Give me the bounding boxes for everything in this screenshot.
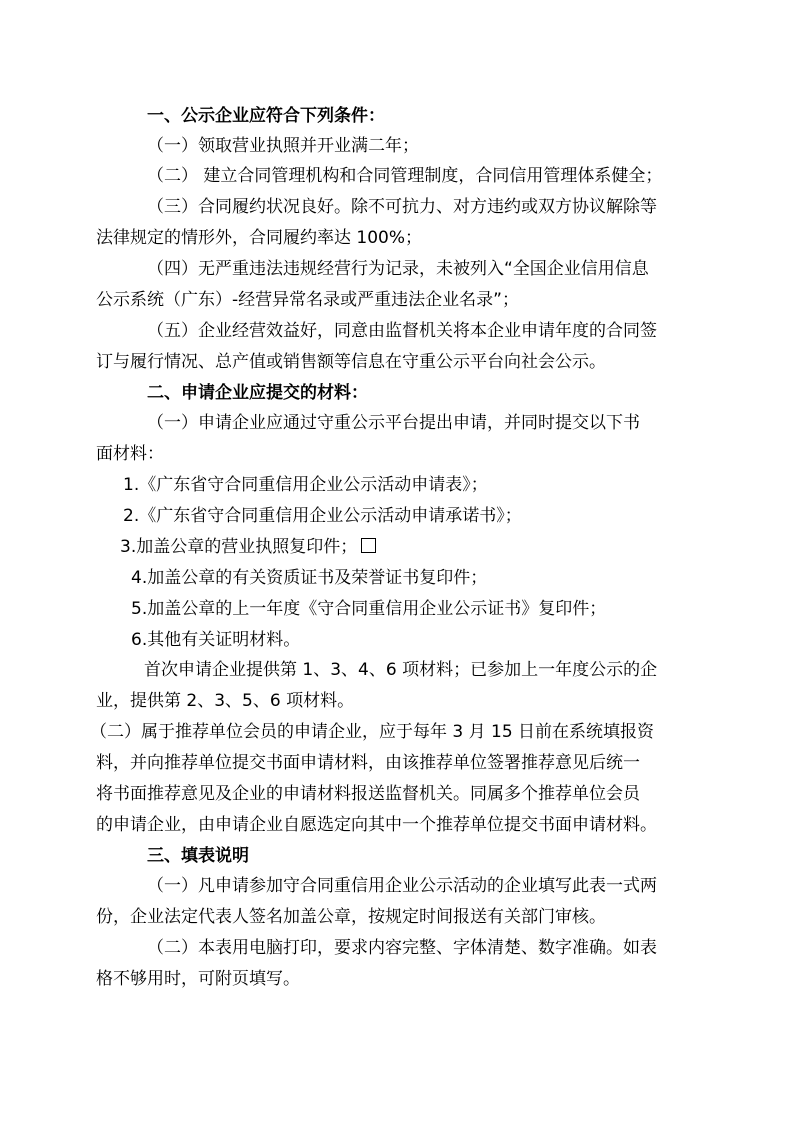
section3-item-2-cont: 格不够用时，可附页填写。 (96, 969, 300, 989)
section1-item-2: （二） 建立合同管理机构和合同管理制度，合同信用管理体系健全； (147, 166, 663, 186)
material-5: 5.加盖公章的上一年度《守合同重信用企业公示证书》复印件； (131, 599, 607, 619)
section3-item-1: （一）凡申请参加守合同重信用企业公示活动的企业填写此表一式两 (147, 876, 657, 896)
section2-intro: （一）申请企业应通过守重公示平台提出申请，并同时提交以下书 (147, 413, 640, 433)
section2-item2-line2: 料，并向推荐单位提交书面申请材料，由该推荐单位签署推荐意见后统一 (96, 753, 640, 773)
section1-item-4: （四）无严重违法违规经营行为记录，未被列入“全国企业信用信息 (147, 259, 649, 279)
section1-item-3: （三）合同履约状况良好。除不可抗力、对方违约或双方协议解除等 (147, 197, 657, 217)
section1-item-5-cont: 订与履行情况、总产值或销售额等信息在守重公示平台向社会公示。 (96, 352, 606, 372)
checkbox-icon (361, 538, 376, 553)
section2-item2-line4: 的申请企业，由申请企业自愿选定向其中一个推荐单位提交书面申请材料。 (96, 815, 657, 835)
material-1: 1.《广东省守合同重信用企业公示活动申请表》； (123, 475, 488, 495)
material-2: 2.《广东省守合同重信用企业公示活动申请承诺书》； (123, 506, 522, 526)
section1-item-5: （五）企业经营效益好，同意由监督机关将本企业申请年度的合同签 (147, 321, 657, 341)
section1-item-4-cont: 公示系统（广东）-经营异常名录或严重违法企业名录”； (96, 290, 519, 310)
material-3 (120, 535, 376, 559)
section2-item2-line3: 将书面推荐意见及企业的申请材料报送监督机关。同属多个推荐单位会员 (96, 784, 640, 804)
section1-heading: 一、公示企业应符合下列条件： (147, 106, 385, 126)
material-6: 6.其他有关证明材料。 (131, 630, 301, 650)
section2-heading: 二、申请企业应提交的材料： (147, 383, 368, 403)
section2-item2-line1: （二）属于推荐单位会员的申请企业，应于每年 3 月 15 日前在系统填报资 (90, 722, 655, 742)
section3-item-2: （二）本表用电脑打印，要求内容完整、字体清楚、数字准确。如表 (147, 938, 657, 958)
section2-note-cont: 业，提供第 2、3、5、6 项材料。 (96, 691, 355, 711)
material-3-text: 3.加盖公章的营业执照复印件； (120, 537, 358, 557)
section3-heading: 三、填表说明 (147, 846, 249, 866)
section1-item-1: （一）领取营业执照并开业满二年； (147, 136, 419, 156)
section1-item-3-cont: 法律规定的情形外，合同履约率达 100%； (96, 228, 423, 248)
section2-intro-cont: 面材料： (96, 444, 164, 464)
section2-note: 首次申请企业提供第 1、3、4、6 项材料；已参加上一年度公示的企 (144, 660, 658, 680)
section3-item-1-cont: 份，企业法定代表人签名加盖公章，按规定时间报送有关部门审核。 (96, 907, 606, 927)
material-4: 4.加盖公章的有关资质证书及荣誉证书复印件； (131, 568, 488, 588)
